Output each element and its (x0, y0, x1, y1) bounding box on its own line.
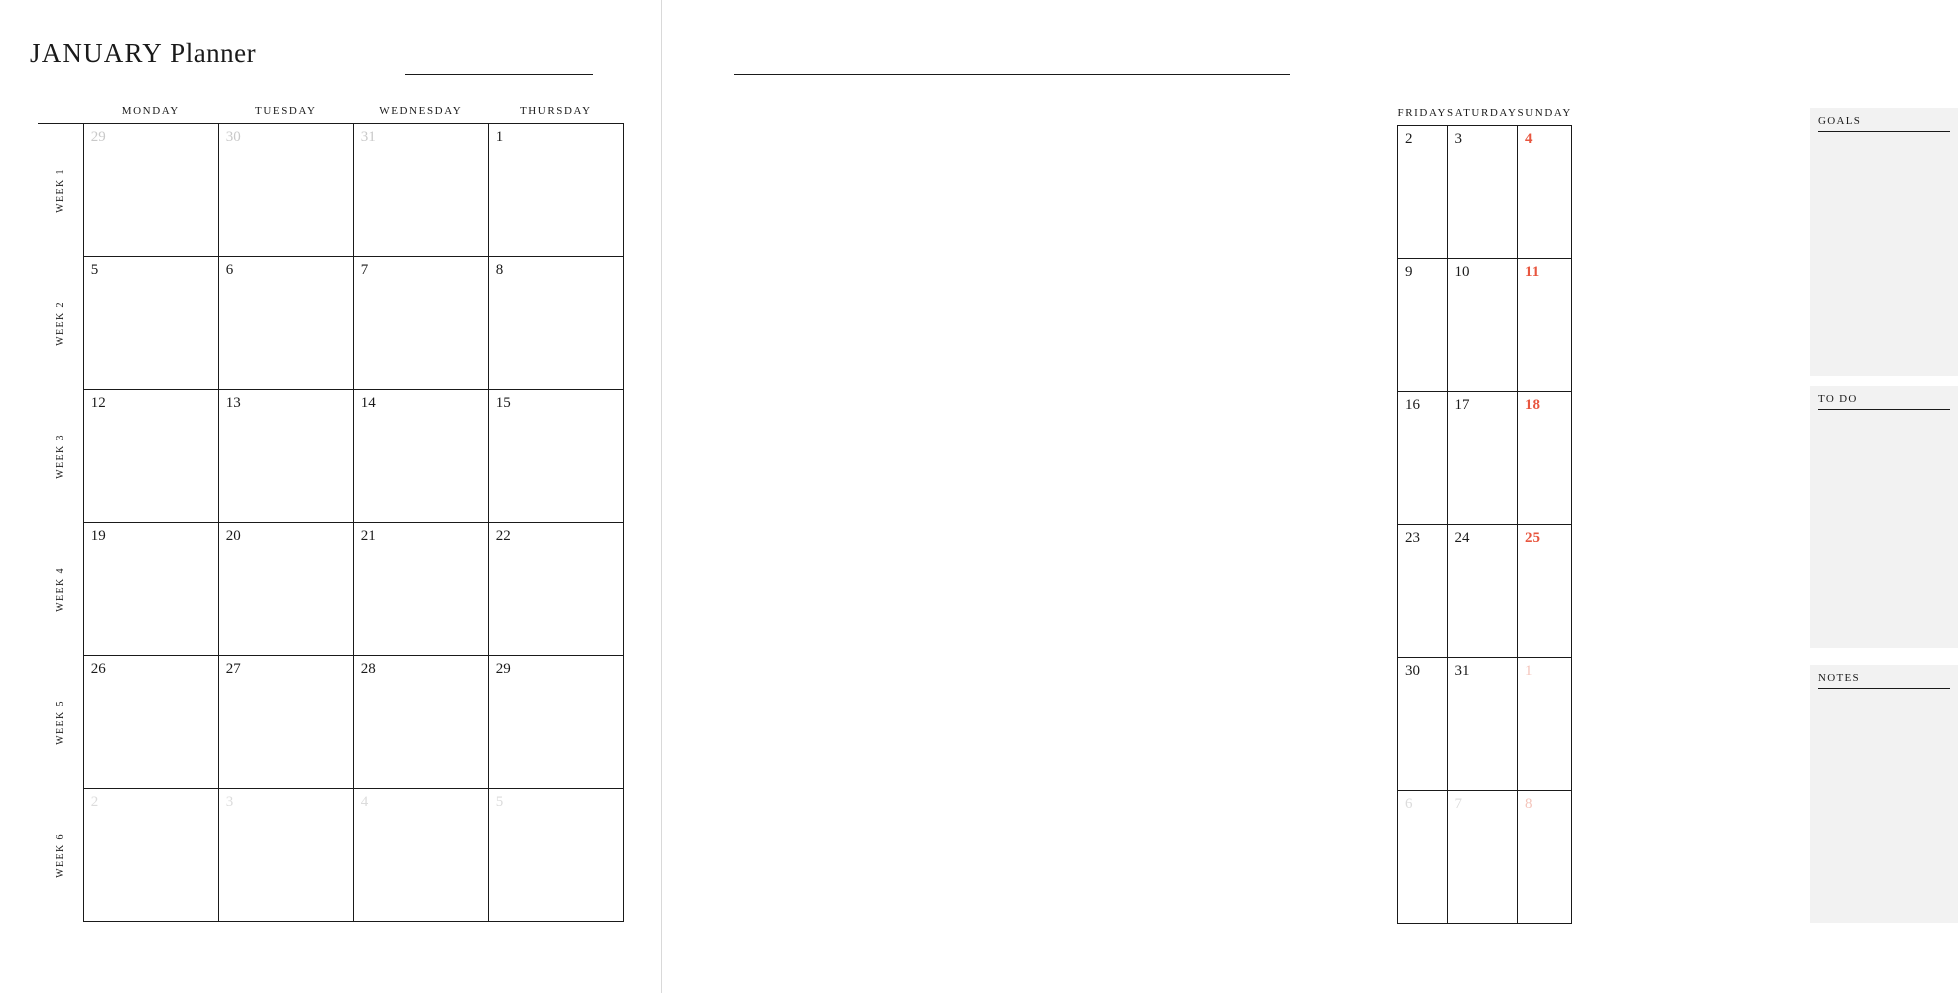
day-cell[interactable] (353, 390, 488, 523)
day-number: 25 (1525, 530, 1541, 546)
day-number: 30 (1405, 663, 1420, 679)
day-cell[interactable] (353, 124, 488, 257)
left-page (0, 0, 662, 993)
day-cell[interactable] (83, 257, 218, 390)
day-number: 2 (90, 794, 99, 810)
day-cell[interactable] (1518, 525, 1572, 658)
day-cell[interactable] (218, 523, 353, 656)
column-header-friday: FRIDAY (1398, 104, 1448, 126)
week-label-header (38, 102, 83, 124)
panel-goals-rule (1818, 131, 1950, 132)
week-label-3-text: WEEK 3 (54, 433, 66, 479)
day-cell[interactable] (488, 257, 623, 390)
day-number: 12 (90, 395, 106, 411)
week-label-6 (38, 789, 83, 922)
week-label-5 (38, 656, 83, 789)
column-header-thursday: THURSDAY (488, 102, 623, 124)
day-cell[interactable] (83, 656, 218, 789)
day-number: 28 (360, 661, 376, 677)
day-cell[interactable] (488, 124, 623, 257)
day-cell[interactable] (1447, 791, 1517, 924)
day-number: 14 (360, 395, 376, 411)
day-cell[interactable] (83, 124, 218, 257)
panel-goals-title: GOALS (1818, 115, 1862, 127)
day-number: 22 (495, 528, 511, 544)
day-cell[interactable] (1518, 658, 1572, 791)
day-number: 7 (360, 262, 369, 278)
day-cell[interactable] (1398, 259, 1448, 392)
table-row (1398, 126, 1572, 259)
day-cell[interactable] (83, 789, 218, 922)
day-cell[interactable] (1398, 126, 1448, 259)
day-cell[interactable] (353, 656, 488, 789)
day-number: 23 (1405, 530, 1420, 546)
day-number: 16 (1405, 397, 1420, 413)
day-number: 17 (1454, 397, 1470, 413)
day-cell[interactable] (1447, 126, 1517, 259)
day-number: 20 (225, 528, 241, 544)
day-number: 27 (225, 661, 241, 677)
day-number: 18 (1525, 397, 1541, 413)
day-number: 4 (360, 794, 369, 810)
calendar-right (1397, 104, 1572, 924)
day-cell[interactable] (488, 523, 623, 656)
day-number: 4 (1525, 131, 1533, 147)
day-number: 10 (1454, 264, 1470, 280)
title-month: JANUARY (30, 38, 163, 68)
calendar-left-header-row (38, 102, 623, 124)
day-cell[interactable] (488, 789, 623, 922)
day-cell[interactable] (353, 789, 488, 922)
calendar-right-header-row (1398, 104, 1572, 126)
day-cell[interactable] (1447, 525, 1517, 658)
day-cell[interactable] (218, 656, 353, 789)
panel-notes[interactable] (1810, 665, 1958, 923)
day-number: 2 (1405, 131, 1413, 147)
table-row (38, 523, 623, 656)
day-cell[interactable] (1398, 525, 1448, 658)
right-page-header-rule (734, 74, 1290, 75)
day-cell[interactable] (218, 789, 353, 922)
day-number: 30 (225, 129, 241, 145)
day-number: 1 (495, 129, 504, 145)
table-row (38, 390, 623, 523)
table-row (38, 124, 623, 257)
week-label-2 (38, 257, 83, 390)
day-number: 1 (1525, 663, 1533, 679)
week-label-4-text: WEEK 4 (54, 566, 66, 612)
day-cell[interactable] (1518, 392, 1572, 525)
page-title (30, 38, 630, 84)
week-label-1 (38, 124, 83, 257)
day-number: 9 (1405, 264, 1413, 280)
day-number: 26 (90, 661, 106, 677)
title-word: Planner (170, 38, 257, 68)
day-cell[interactable] (83, 523, 218, 656)
calendar-left (38, 102, 624, 922)
day-cell[interactable] (353, 257, 488, 390)
panel-todo[interactable] (1810, 386, 1958, 648)
week-label-3 (38, 390, 83, 523)
week-label-4 (38, 523, 83, 656)
week-label-6-text: WEEK 6 (54, 832, 66, 878)
table-row (1398, 658, 1572, 791)
day-number: 21 (360, 528, 376, 544)
table-row (38, 656, 623, 789)
day-number: 5 (495, 794, 504, 810)
day-cell[interactable] (218, 124, 353, 257)
table-row (1398, 791, 1572, 924)
day-number: 6 (1405, 796, 1413, 812)
day-cell[interactable] (1518, 259, 1572, 392)
day-number: 29 (495, 661, 511, 677)
panel-goals[interactable] (1810, 108, 1958, 376)
day-number: 24 (1454, 530, 1470, 546)
day-number: 29 (90, 129, 106, 145)
day-cell[interactable] (1447, 392, 1517, 525)
day-cell[interactable] (218, 390, 353, 523)
day-number: 6 (225, 262, 234, 278)
column-header-saturday: SATURDAY (1447, 104, 1517, 126)
column-header-tuesday: TUESDAY (218, 102, 353, 124)
column-header-monday: MONDAY (83, 102, 218, 124)
table-row (38, 789, 623, 922)
day-number: 11 (1525, 264, 1540, 280)
day-number: 31 (360, 129, 376, 145)
day-cell[interactable] (1398, 392, 1448, 525)
day-number: 8 (1525, 796, 1533, 812)
table-row (1398, 392, 1572, 525)
day-number: 19 (90, 528, 106, 544)
day-number: 31 (1454, 663, 1470, 679)
day-number: 3 (225, 794, 234, 810)
week-label-1-text: WEEK 1 (54, 167, 66, 213)
day-cell[interactable] (488, 656, 623, 789)
week-label-2-text: WEEK 2 (54, 300, 66, 346)
day-number: 8 (495, 262, 504, 278)
day-cell[interactable] (218, 257, 353, 390)
day-number: 7 (1454, 796, 1463, 812)
day-number: 15 (495, 395, 511, 411)
day-cell[interactable] (1447, 259, 1517, 392)
day-cell[interactable] (1518, 126, 1572, 259)
day-cell[interactable] (353, 523, 488, 656)
day-number: 3 (1454, 131, 1463, 147)
panel-notes-title: NOTES (1818, 672, 1860, 684)
column-header-wednesday: WEDNESDAY (353, 102, 488, 124)
day-cell[interactable] (1518, 791, 1572, 924)
right-page (662, 0, 1862, 993)
table-row (38, 257, 623, 390)
panel-notes-rule (1818, 688, 1950, 689)
day-cell[interactable] (83, 390, 218, 523)
day-number: 13 (225, 395, 241, 411)
table-row (1398, 525, 1572, 658)
week-label-5-text: WEEK 5 (54, 699, 66, 745)
column-header-sunday: SUNDAY (1518, 104, 1572, 126)
title-rule (405, 74, 593, 75)
day-cell[interactable] (488, 390, 623, 523)
panel-todo-rule (1818, 409, 1950, 410)
day-number: 5 (90, 262, 99, 278)
day-cell[interactable] (1447, 658, 1517, 791)
day-cell[interactable] (1398, 658, 1448, 791)
table-row (1398, 259, 1572, 392)
panel-todo-title: TO DO (1818, 393, 1858, 405)
day-cell[interactable] (1398, 791, 1448, 924)
